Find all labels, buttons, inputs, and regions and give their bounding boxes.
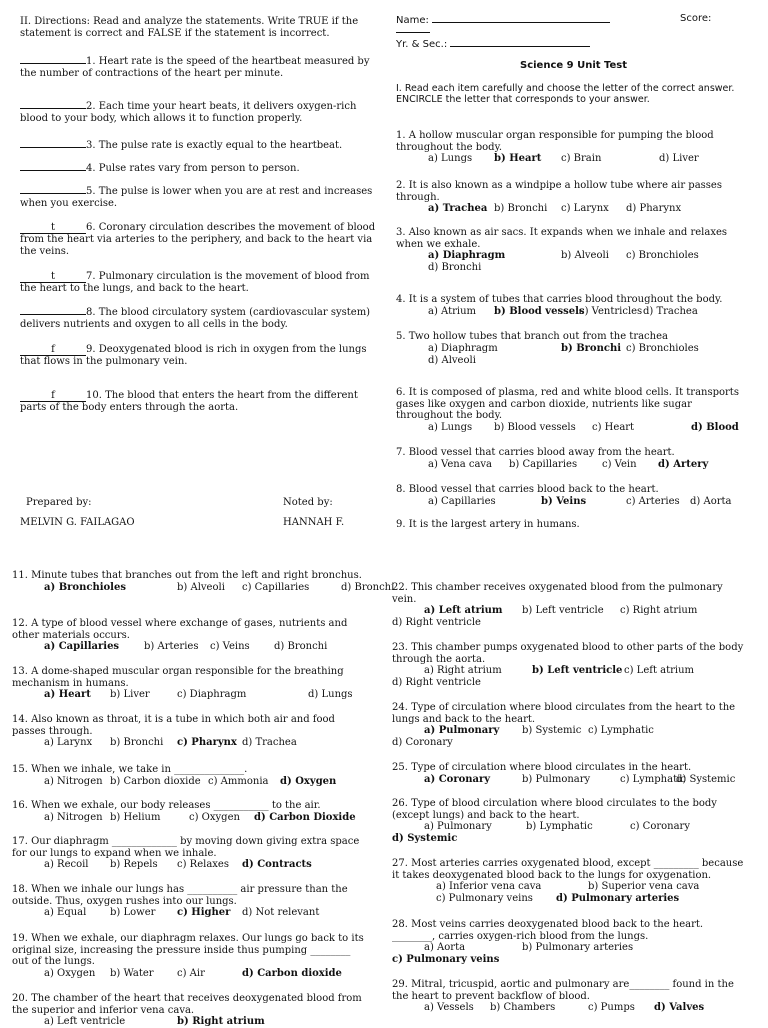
section-label: Yr. & Sec.:: [396, 39, 448, 50]
choice-option[interactable]: a) Diaphragm: [428, 342, 498, 354]
question-23: [392, 642, 748, 689]
statement-text: 3. The pulse rate is exactly equal to the heartbeat.: [86, 140, 343, 151]
question-text: 19. When we exhale, our diaphragm relaxes. Our lungs go back to its original size, increasing the pressure inside thus pumping ________ out of the lungs.: [12, 933, 364, 967]
part1-directions: I. Read each item carefully and choose the letter of the correct answer. ENCIRCLE the letter that corresponds to your answer.: [396, 83, 735, 105]
choices-row: [392, 893, 748, 905]
choice-option[interactable]: c) Ventricles: [579, 305, 643, 317]
choices-row: [396, 459, 752, 471]
choice-option[interactable]: a) Trachea: [428, 203, 488, 214]
choice-option[interactable]: b) Pulmonary: [522, 773, 591, 785]
question-25: [392, 762, 748, 786]
answer-blank[interactable]: [20, 170, 86, 171]
page-title: Science 9 Unit Test: [520, 60, 628, 71]
choices-row: [396, 355, 752, 367]
question-text: 1. A hollow muscular organ responsible for pumping the blood throughout the body.: [396, 130, 714, 153]
question-26: [392, 798, 748, 845]
choice-option[interactable]: c) Air: [177, 967, 205, 979]
choices-row: [392, 605, 748, 617]
choice-option[interactable]: a) Capillaries: [428, 495, 496, 507]
choice-option[interactable]: a) Pulmonary: [424, 725, 500, 736]
choice-option[interactable]: a) Lungs: [428, 421, 473, 433]
statement-text: 7. Pulmonary circulation is the movement of blood from the heart to the lungs, and back to the heart.: [20, 271, 370, 294]
choice-option[interactable]: c) Heart: [592, 421, 635, 433]
question-text: 14. Also known as throat, it is a tube in which both air and food passes through.: [12, 714, 335, 737]
choice-option[interactable]: c) Lymphatic: [620, 773, 686, 785]
choice-option[interactable]: a) Vessels: [424, 1002, 474, 1013]
choices-row: [12, 581, 395, 594]
choice-option[interactable]: b) Systemic: [522, 725, 582, 736]
choice-option[interactable]: c) Coronary: [630, 821, 690, 832]
choice-option[interactable]: a) Coronary: [424, 773, 491, 785]
choice-option[interactable]: c) Relaxes: [177, 859, 229, 870]
choice-option[interactable]: b) Alveoli: [561, 250, 609, 261]
choice-option[interactable]: c) Pulmonary veins: [436, 893, 533, 904]
true-false-item: [20, 101, 378, 124]
question-text: 15. When we inhale, we take in ______________.: [12, 764, 248, 775]
choice-option[interactable]: b) Veins: [541, 495, 587, 507]
choice-option[interactable]: b) Bronchi: [561, 342, 622, 354]
true-false-item: [20, 56, 378, 79]
statement-text: 10. The blood that enters the heart from the different parts of the body enters through the aorta.: [20, 390, 358, 413]
question-19: [12, 933, 368, 980]
question-1: [396, 130, 752, 165]
true-false-item: [20, 186, 378, 209]
choice-option[interactable]: c) Left atrium: [624, 665, 695, 676]
question-text: 22. This chamber receives oxygenated blood from the pulmonary vein.: [392, 582, 723, 605]
question-text: 2. It is also known as a windpipe a hollow tube where air passes through.: [396, 180, 722, 203]
choice-option[interactable]: b) Blood vessels: [494, 305, 585, 317]
choice-option[interactable]: d) Contracts: [242, 859, 312, 870]
true-false-item: [20, 344, 378, 368]
question-text: 18. When we inhale our lungs has __________ air pressure than the outside. Thus, oxygen rushes into our lungs.: [12, 884, 348, 907]
choice-option[interactable]: d) Alveoli: [428, 354, 476, 366]
choices-row: [396, 153, 752, 165]
choice-option[interactable]: b) Arteries: [144, 641, 199, 652]
choice-option[interactable]: a) Lungs: [428, 153, 473, 164]
question-2: [396, 180, 752, 215]
choice-option[interactable]: b) Water: [110, 967, 154, 979]
statement-text: 4. Pulse rates vary from person to person.: [86, 163, 300, 174]
noted-by-name: HANNAH F.: [283, 517, 345, 528]
noted-by-label: Noted by:: [283, 497, 333, 508]
choice-option[interactable]: d) Not relevant: [242, 907, 320, 918]
choices-row: [392, 617, 748, 629]
choices-row: [396, 496, 752, 508]
choice-option[interactable]: b) Repels: [110, 859, 158, 870]
choice-option[interactable]: a) Inferior vena cava: [436, 881, 542, 892]
choices-row: [396, 306, 752, 318]
true-false-item: [20, 140, 378, 152]
name-label: Name:: [396, 15, 429, 26]
choices-row: [12, 689, 368, 701]
question-4: [396, 294, 752, 318]
choice-option[interactable]: a) Nitrogen: [44, 775, 103, 787]
choice-option[interactable]: d) Pharynx: [626, 203, 682, 214]
section-line[interactable]: [450, 37, 590, 47]
choice-option[interactable]: a) Heart: [44, 689, 91, 700]
choice-option[interactable]: a) Capillaries: [44, 641, 120, 652]
answer-blank[interactable]: [20, 314, 86, 315]
choice-option[interactable]: d) Bronchi: [428, 262, 482, 273]
choice-option[interactable]: d) Bronchi: [274, 641, 328, 652]
choices-row: [392, 942, 748, 954]
question-text: 23. This chamber pumps oxygenated blood to other parts of the body through the aorta.: [392, 642, 744, 665]
choice-option[interactable]: d) Carbon Dioxide: [254, 811, 356, 823]
question-9: [396, 519, 752, 531]
choice-option[interactable]: c) Larynx: [561, 203, 609, 214]
choices-row: [392, 774, 748, 786]
choices-row: [12, 968, 368, 980]
choice-option[interactable]: d) Bronchi: [341, 581, 395, 593]
choice-option[interactable]: b) Alveoli: [177, 581, 225, 593]
choices-row: [392, 954, 748, 966]
choices-row: [12, 907, 368, 919]
choice-option[interactable]: b) Blood vessels: [494, 421, 576, 433]
answer-blank[interactable]: [20, 193, 86, 194]
choice-option[interactable]: d) Trachea: [242, 737, 297, 748]
question-text: 25. Type of circulation where blood circulates in the heart.: [392, 762, 692, 773]
choice-option[interactable]: b) Bronchi: [494, 203, 548, 214]
choice-option[interactable]: c) Lymphatic: [588, 725, 654, 736]
statement-text: 1. Heart rate is the speed of the heartbeat measured by the number of contractions of the heart per minute.: [20, 56, 370, 79]
question-8: [396, 484, 752, 508]
question-18: [12, 884, 368, 919]
choice-option[interactable]: c) Bronchioles: [626, 250, 699, 261]
choice-option[interactable]: c) Diaphragm: [177, 689, 247, 700]
question-28: [392, 919, 748, 966]
choice-option[interactable]: a) Pulmonary: [424, 821, 492, 832]
choices-row: [12, 737, 368, 749]
choice-option[interactable]: a) Vena cava: [428, 458, 493, 470]
question-text: 28. Most veins carries deoxygenated blood back to the heart. ________, carries oxygen-rich blood from the lungs.: [392, 919, 704, 942]
choice-option[interactable]: c) Brain: [561, 153, 602, 164]
score-label: Score:: [680, 13, 712, 24]
choice-option[interactable]: c) Ammonia: [208, 775, 269, 787]
question-3: [396, 227, 752, 274]
question-text: 13. A dome-shaped muscular organ responsible for the breathing mechanism in humans.: [12, 666, 344, 689]
choice-option[interactable]: c) Higher: [177, 907, 231, 918]
choice-option[interactable]: d) Artery: [658, 458, 709, 470]
answer-blank[interactable]: t: [20, 223, 86, 234]
name-field[interactable]: [396, 13, 610, 27]
choice-option[interactable]: d) Carbon dioxide: [242, 967, 342, 979]
choice-option[interactable]: c) Pumps: [588, 1002, 635, 1013]
choices-row: [12, 641, 368, 653]
choice-option[interactable]: d) Lungs: [308, 689, 353, 700]
choice-option[interactable]: b) Lower: [110, 907, 156, 918]
question-text: 8. Blood vessel that carries blood back to the heart.: [396, 484, 659, 495]
statement-text: 5. The pulse is lower when you are at rest and increases when you exercise.: [20, 186, 373, 209]
part2-directions: II. Directions: Read and analyze the statements. Write TRUE if the statement is correct and FALSE if the statement is incorrect.: [20, 16, 359, 39]
choice-option[interactable]: b) Chambers: [490, 1002, 556, 1013]
choices-row: [396, 343, 752, 355]
name-line[interactable]: [432, 13, 610, 23]
question-22: [392, 582, 748, 629]
choice-option[interactable]: b) Heart: [494, 153, 542, 164]
choices-row: [392, 677, 748, 689]
answer-blank[interactable]: f: [20, 391, 86, 402]
choices-row: [396, 262, 752, 274]
choice-option[interactable]: b) Left ventricle: [522, 605, 604, 616]
section-field[interactable]: [396, 37, 590, 51]
question-13: [12, 666, 368, 701]
choice-option[interactable]: d) Oxygen: [280, 775, 337, 787]
question-text: 20. The chamber of the heart that receives deoxygenated blood from the superior and inferior vena cava.: [12, 993, 362, 1016]
choices-row: [12, 812, 368, 824]
choice-option[interactable]: a) Diaphragm: [428, 250, 506, 261]
choice-option[interactable]: d) Right ventricle: [392, 617, 481, 628]
question-text: 6. It is composed of plasma, red and white blood cells. It transports gases like oxygen and carbon dioxide, nutrients like sugar throughout the body.: [396, 387, 739, 421]
choice-option[interactable]: d) Systemic: [392, 833, 458, 844]
question-text: 7. Blood vessel that carries blood away from the heart.: [396, 447, 675, 458]
choice-option[interactable]: d) Blood: [691, 421, 739, 433]
question-text: 17. Our diaphragm _____________ by moving down giving extra space for our lungs to expand when we inhale.: [12, 836, 360, 859]
question-16: [12, 800, 368, 824]
choice-option[interactable]: c) Oxygen: [189, 811, 240, 823]
question-17: [12, 836, 368, 871]
true-false-item: [20, 307, 378, 330]
choices-row: [12, 859, 368, 871]
answer-blank[interactable]: [20, 108, 86, 109]
question-11: [12, 570, 395, 594]
answer-blank[interactable]: [20, 63, 86, 64]
choice-option[interactable]: b) Liver: [110, 689, 150, 700]
question-27: [392, 858, 748, 905]
true-false-item: [20, 163, 378, 175]
answer-blank[interactable]: [20, 147, 86, 148]
choice-option[interactable]: a) Aorta: [424, 942, 466, 953]
question-7: [396, 447, 752, 471]
choice-option[interactable]: d) Liver: [659, 153, 699, 164]
question-text: 29. Mitral, tricuspid, aortic and pulmonary are________ found in the the heart to prevent backflow of blood.: [392, 979, 734, 1002]
choices-row: [396, 250, 752, 262]
question-text: 26. Type of blood circulation where blood circulates to the body (except lungs) and back to the heart.: [392, 798, 717, 821]
choice-option[interactable]: c) Arteries: [626, 495, 680, 507]
question-text: 12. A type of blood vessel where exchange of gases, nutrients and other materials occurs.: [12, 618, 348, 641]
question-12: [12, 618, 368, 653]
choice-option[interactable]: a) Recoil: [44, 859, 89, 870]
choice-option[interactable]: d) Coronary: [392, 737, 453, 748]
choice-option[interactable]: b) Superior vena cava: [588, 881, 700, 892]
choices-row: [12, 1016, 368, 1028]
question-24: [392, 702, 748, 749]
statement-text: 8. The blood circulatory system (cardiovascular system) delivers nutrients and oxygen to all cells in the body.: [20, 307, 371, 330]
choice-option[interactable]: d) Aorta: [690, 495, 732, 507]
choice-option[interactable]: b) Helium: [110, 811, 161, 823]
question-text: 16. When we exhale, our body releases ___________ to the air.: [12, 800, 321, 811]
prepared-by-label: Prepared by:: [26, 497, 92, 508]
choice-option[interactable]: c) Bronchioles: [626, 342, 699, 354]
choice-option[interactable]: a) Larynx: [44, 737, 93, 748]
choice-option[interactable]: b) Right atrium: [177, 1016, 265, 1027]
choice-option[interactable]: b) Carbon dioxide: [110, 775, 201, 787]
choices-row: [396, 422, 752, 434]
choices-row: [396, 203, 752, 215]
choices-row: [392, 833, 748, 845]
question-5: [396, 331, 752, 367]
question-15: [12, 764, 368, 788]
question-text: 24. Type of circulation where blood circulates from the heart to the lungs and back to the heart.: [392, 702, 736, 725]
choice-option[interactable]: d) Valves: [654, 1002, 705, 1013]
choice-option[interactable]: c) Veins: [210, 641, 250, 652]
choice-option[interactable]: d) Right ventricle: [392, 677, 481, 688]
choice-option[interactable]: c) Pharynx: [177, 737, 237, 748]
choice-option[interactable]: a) Oxygen: [44, 967, 96, 979]
choices-row: [12, 776, 368, 788]
choices-row: [392, 665, 748, 677]
choice-option[interactable]: a) Nitrogen: [44, 811, 103, 823]
question-20: [12, 993, 368, 1028]
question-text: 4. It is a system of tubes that carries blood throughout the body.: [396, 294, 723, 305]
choice-option[interactable]: b) Lymphatic: [526, 821, 593, 832]
choice-option[interactable]: c) Capillaries: [242, 581, 310, 593]
question-text: 27. Most arteries carries oxygenated blood, except _________ because it takes deoxygenated blood back to the lungs for oxygenation.: [392, 858, 744, 881]
choices-row: [392, 821, 748, 833]
choices-row: [392, 725, 748, 737]
choice-option[interactable]: c) Right atrium: [620, 605, 698, 616]
true-false-item: [20, 390, 378, 414]
choices-row: [392, 881, 748, 893]
statement-text: 9. Deoxygenated blood is rich in oxygen from the lungs that flows in the pulmonary vein.: [20, 344, 367, 367]
choice-option[interactable]: a) Bronchioles: [44, 581, 126, 593]
question-14: [12, 714, 368, 749]
answer-blank[interactable]: f: [20, 345, 86, 356]
choice-option[interactable]: c) Pulmonary veins: [392, 954, 500, 965]
choice-option[interactable]: c) Vein: [602, 458, 637, 470]
prepared-by-name: MELVIN G. FAILAGAO: [20, 517, 135, 528]
question-29: [392, 979, 748, 1014]
choice-option[interactable]: b) Left ventricle: [532, 665, 623, 676]
choice-option[interactable]: a) Left ventricle: [44, 1016, 126, 1027]
divider: [396, 32, 430, 33]
choice-option[interactable]: d) Pulmonary arteries: [556, 893, 680, 904]
question-text: 5. Two hollow tubes that branch out from the trachea: [396, 331, 668, 342]
choice-option[interactable]: b) Pulmonary arteries: [522, 942, 634, 953]
choice-option[interactable]: a) Equal: [44, 907, 87, 918]
true-false-item: [20, 271, 378, 295]
question-text: 9. It is the largest artery in humans.: [396, 519, 580, 530]
answer-blank[interactable]: t: [20, 272, 86, 283]
question-text: 11. Minute tubes that branches out from the left and right bronchus.: [12, 570, 362, 581]
question-text: 3. Also known as air sacs. It expands when we inhale and relaxes when we exhale.: [396, 227, 728, 250]
statement-text: 2. Each time your heart beats, it delivers oxygen-rich blood to your body, which allows it to function properly.: [20, 101, 357, 124]
choice-option[interactable]: d) Systemic: [676, 773, 736, 785]
statement-text: 6. Coronary circulation describes the movement of blood from the heart via arteries to the periphery, and back to the heart via the veins.: [20, 222, 376, 257]
choice-option[interactable]: a) Left atrium: [424, 605, 503, 616]
true-false-item: [20, 222, 378, 257]
choices-row: [392, 1002, 748, 1014]
choice-option[interactable]: b) Bronchi: [110, 737, 164, 748]
choice-option[interactable]: a) Atrium: [428, 305, 477, 317]
question-6: [396, 387, 752, 434]
choices-row: [392, 737, 748, 749]
choice-option[interactable]: a) Right atrium: [424, 665, 502, 676]
choice-option[interactable]: b) Capillaries: [509, 458, 578, 470]
choice-option[interactable]: d) Trachea: [643, 305, 698, 317]
